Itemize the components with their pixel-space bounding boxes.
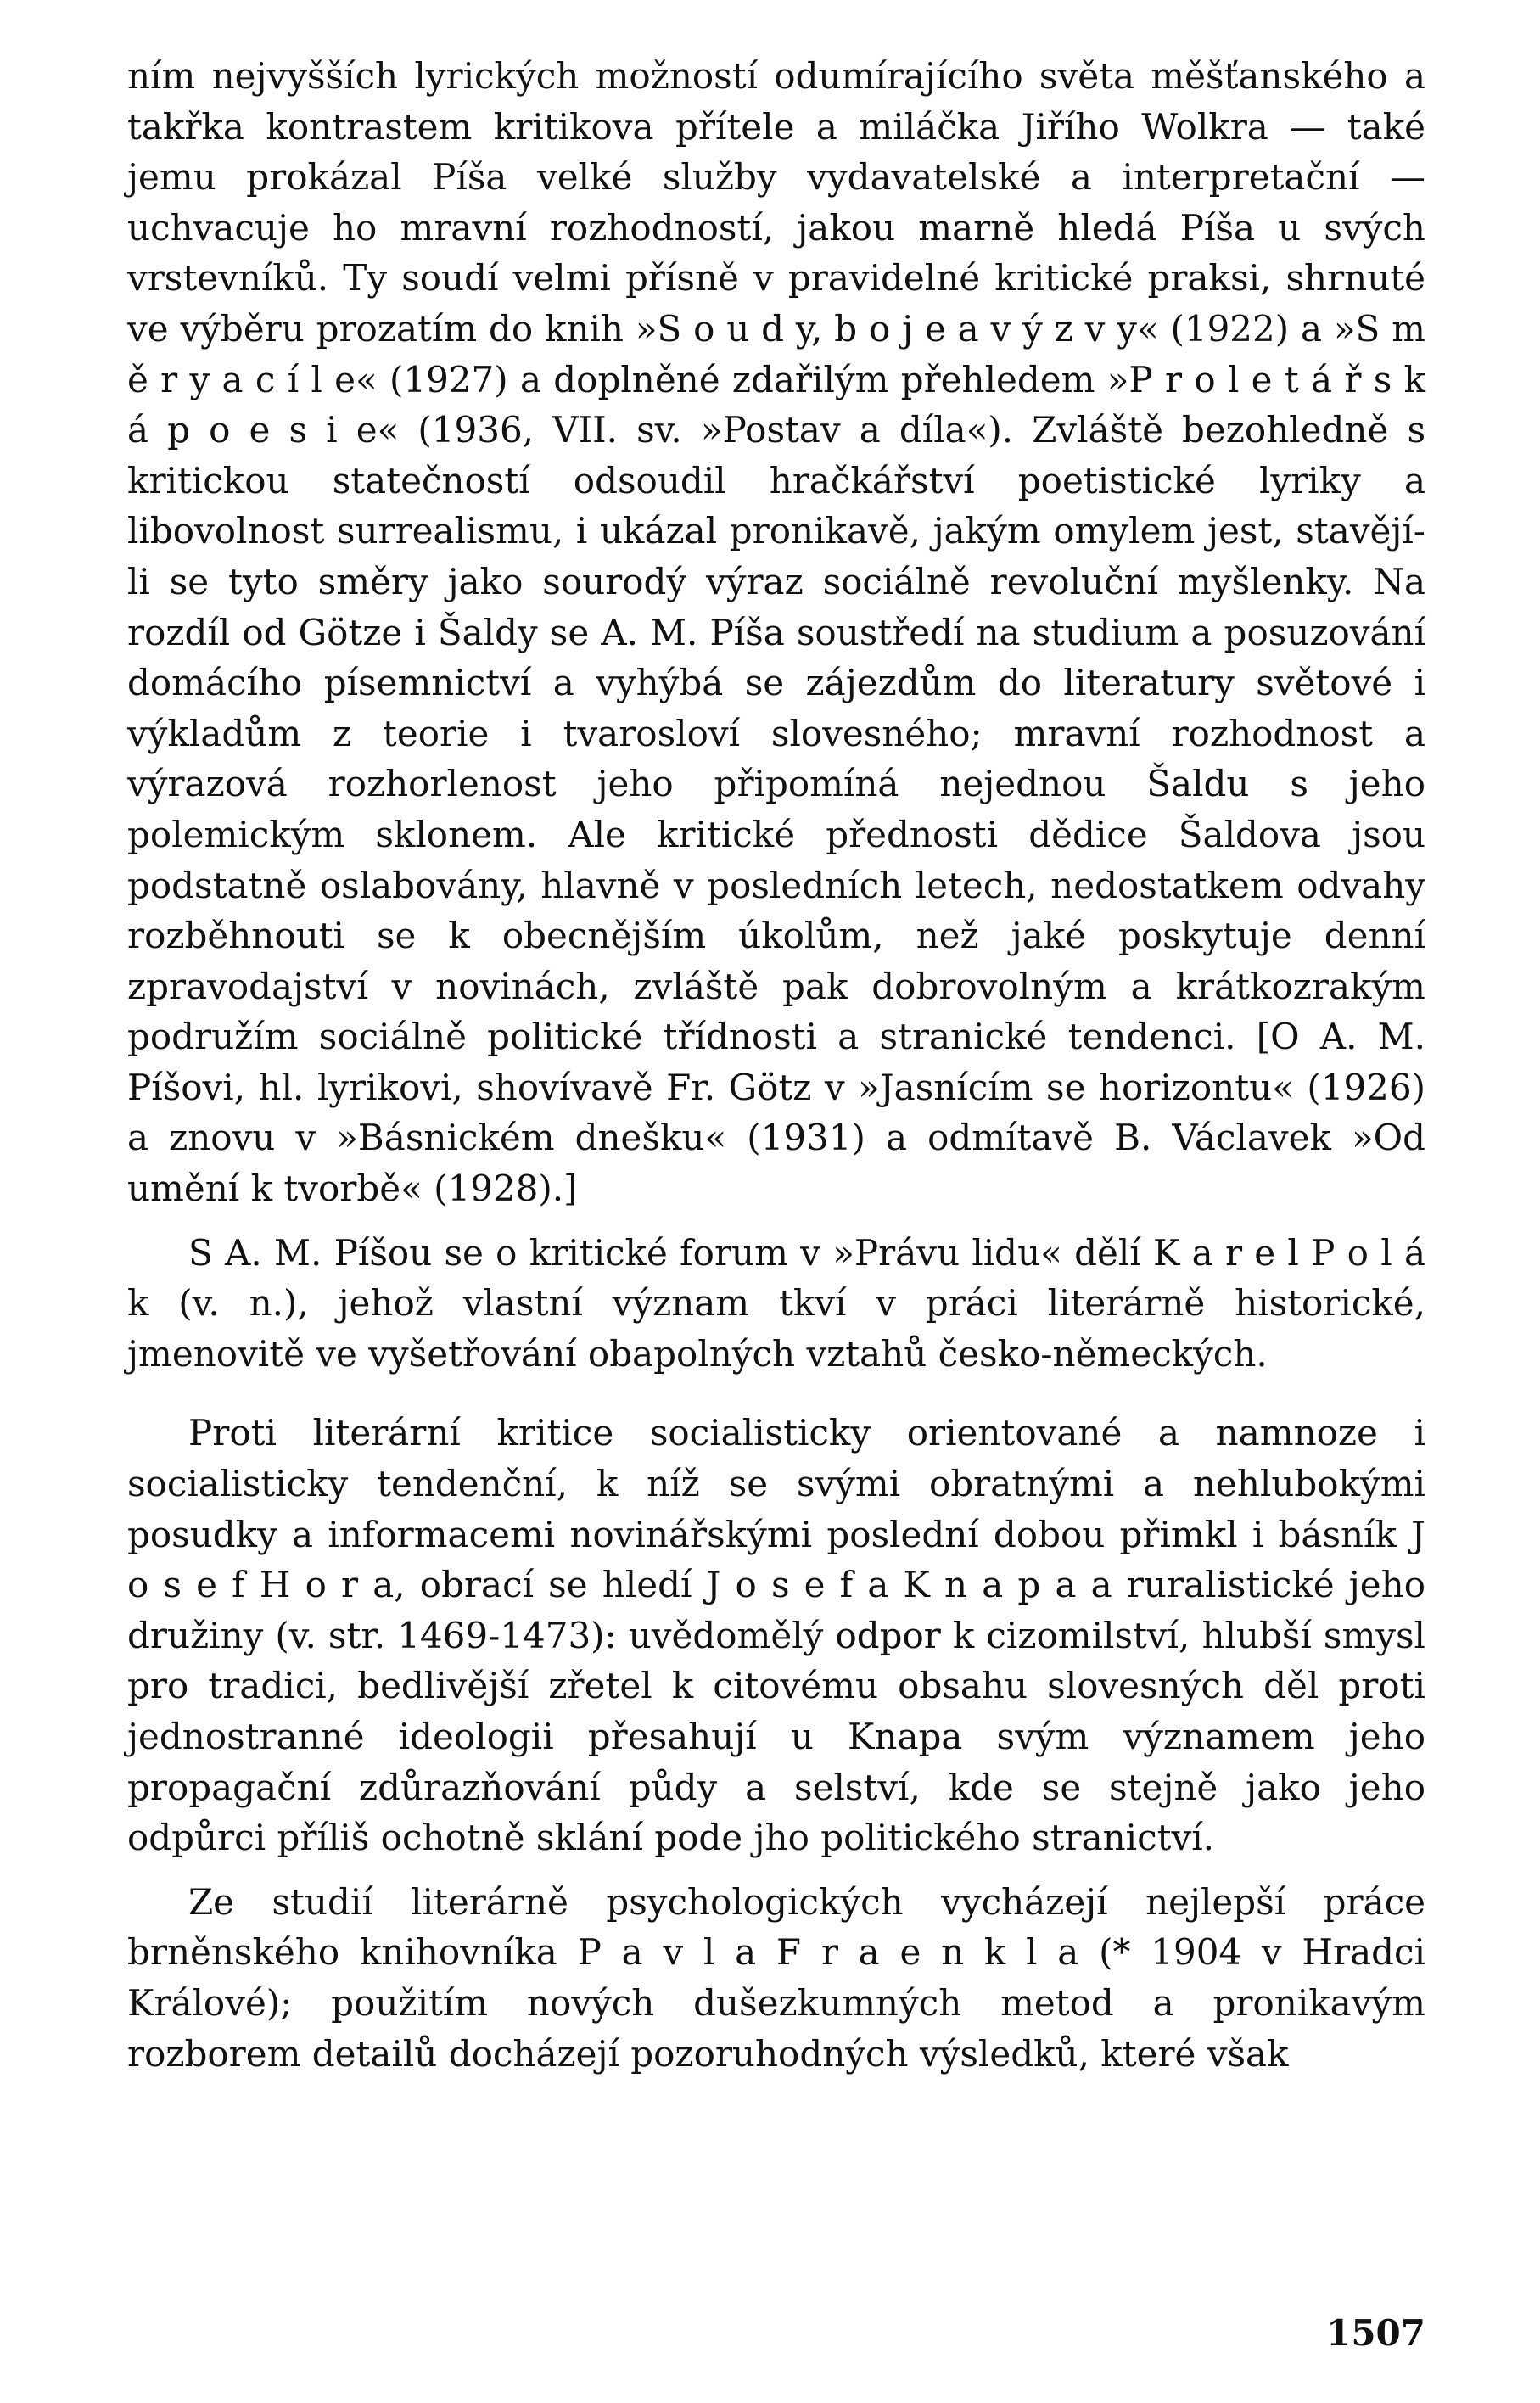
paragraph-fraenkl: Ze studií literárně psychologických vycházejí nejlepší práce brněnského knihovníka P a v l a F r a e n k l a (* 1904 v Hradci Králové); použitím nových dušezkumných metod a pronikavým rozborem detailů docházejí pozoruhodných výsledků, které však [127, 1880, 1425, 2075]
paragraph-pisa-criticism: ním nejvyšších lyrických možností odumírajícího světa měšťanského a takřka kontrastem kritikova přítele a miláčka Jiřího Wolkra — také jemu prokázal Píša velké služby vydavatelské a interpretační — uchvacuje ho mravní rozhodností, jakou marně hledá Píša u svých vrstevníků. Ty soudí velmi přísně v pravidelné kritické praksi, shrnuté ve výběru prozatím do knih »S o u d y, b o j e a v ý z v y« (1922) a »S m ě r y a c í l e« (1927) a doplněné zdařilým přehledem »P r o l e t á ř s k á p o e s i e« (1936, VII. sv. »Postav a díla«). Zvláště bezohledně s kritickou statečností odsoudil hračkářství poetistické lyriky a libovolnost surrealismu, i ukázal pronikavě, jakým omylem jest, stavějí-li se tyto směry jako sourodý výraz sociálně revoluční myšlenky. Na rozdíl od Götze i Šaldy se A. M. Píša soustředí na studium a posuzování domácího písemnictví a vyhýbá se zájezdům do literatury světové i výkladům z teorie i tvarosloví slovesného; mravní rozhodnost a výrazová rozhorlenost jeho připomíná nejednou Šaldu s jeho polemickým sklonem. Ale kritické přednosti dědice Šaldova jsou podstatně oslabovány, hlavně v posledních letech, nedostatkem odvahy rozběhnouti se k obecnějším úkolům, než jaké poskytuje denní zpravodajství v novinách, zvláště pak dobrovolným a krátkozrakým podružím sociálně politické třídnosti a stranické tendenci. [O A. M. Píšovi, hl. lyrikovi, shovívavě Fr. Götz v »Jasnícím se horizontu« (1926) a znovu v »Básnickém dnešku« (1931) a odmítavě B. Václavek »Od umění k tvorbě« (1928).] [127, 55, 1425, 1210]
book-page [127, 51, 1425, 2376]
page-number: 1507 [1326, 2312, 1425, 2354]
paragraph-knap: Proti literární kritice socialisticky orientované a namnoze i socialisticky tendenční, k níž se svými obratnými a nehlubokými posudky a informacemi novinářskými poslední dobou přimkl i básník J o s e f H o r a, obrací se hledí J o s e f a K n a p a a ruralistické jeho družiny (v. str. 1469-1473): uvědomělý odpor k cizomilství, hlubší smysl pro tradici, bedlivější zřetel k citovému obsahu slovesných děl proti jednostranné ideologii přesahují u Knapa svým významem jeho propagační zdůrazňování půdy a selství, kde se stejně jako jeho odpůrci příliš ochotně sklání pode jho politického stranictví. [127, 1412, 1425, 1859]
paragraph-polak: S A. M. Píšou se o kritické forum v »Právu lidu« dělí K a r e l P o l á k (v. n.), jehož vlastní význam tkví v práci literárně historické, jmenovitě ve vyšetřování obapolných vztahů česko-německých. [127, 1231, 1425, 1375]
